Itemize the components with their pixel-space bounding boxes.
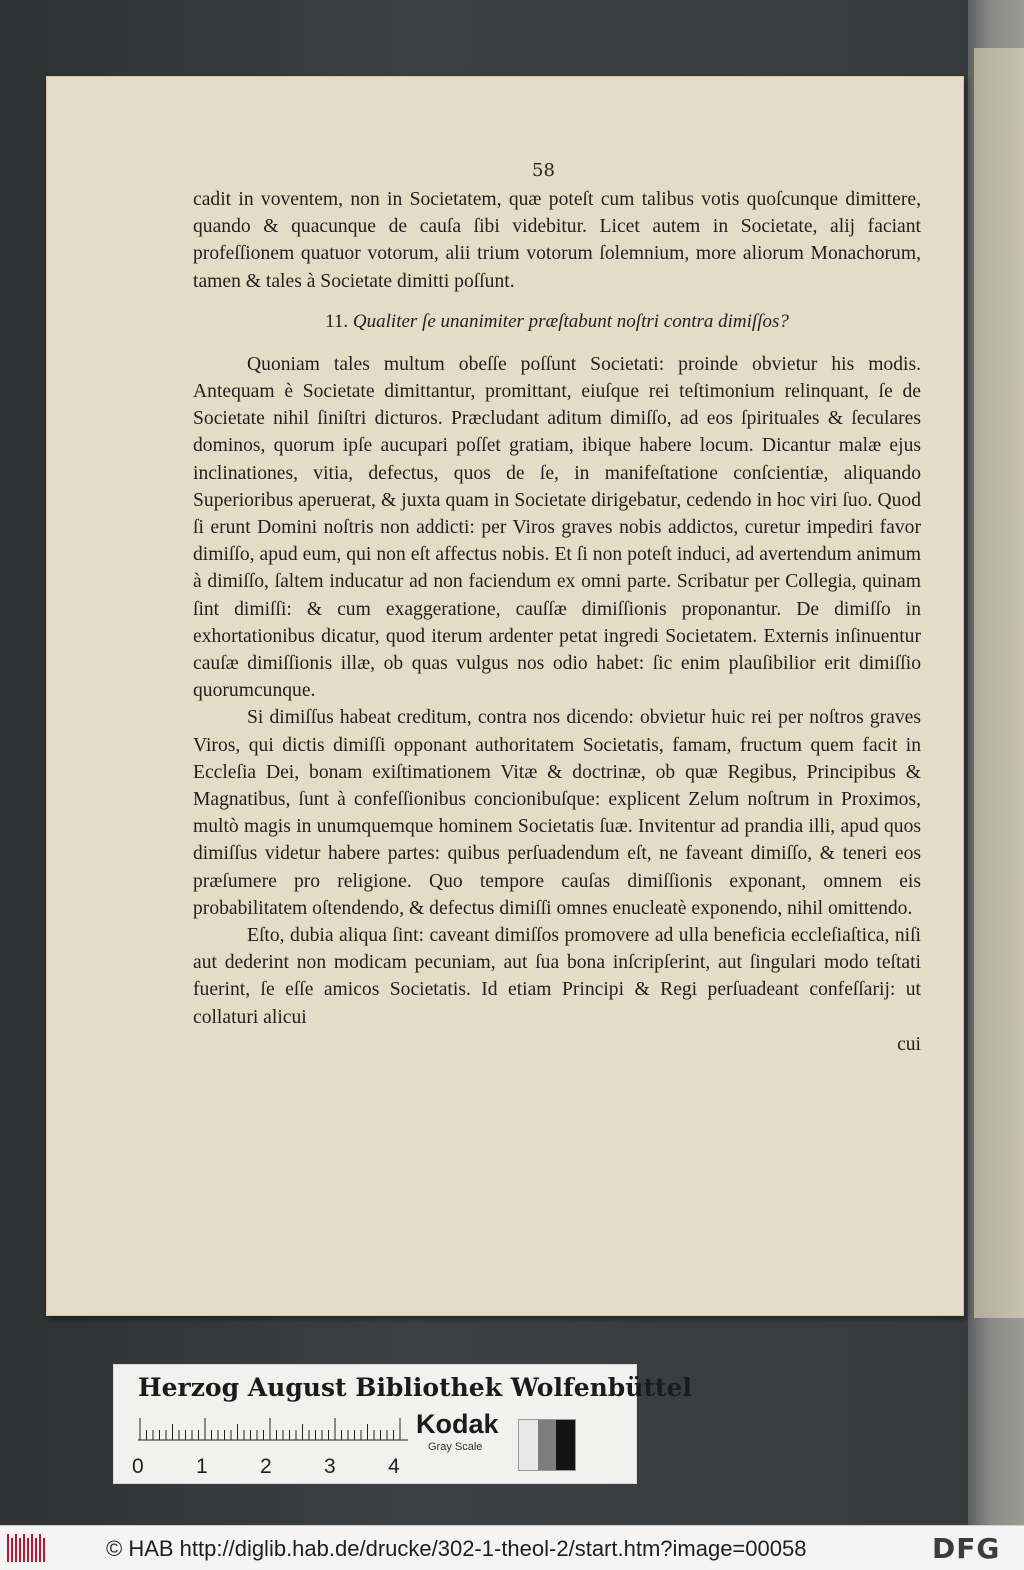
- ruler-scale: [138, 1417, 408, 1441]
- page-number: 58: [532, 160, 555, 181]
- footer-bar: [0, 1525, 1024, 1570]
- paragraph-3: Eſto, dubia aliqua ſint: caveant dimiſſos promovere ad ulla beneficia eccleſiaſtica, niſi aut dederint non modicam pecuniam, aut ſua bona inſcripſerint, aut ſingulari modo teſtati fuerint, ſe eſſe amicos Societatis. Id etiam Principi & Regi perſuadeant confeſſarij: ut collaturi alicui: [193, 925, 921, 1028]
- section-heading: [193, 309, 921, 335]
- logo-bar: [27, 1538, 29, 1562]
- adjacent-page-edge: [968, 0, 1024, 1525]
- ruler-label: 0: [132, 1455, 144, 1478]
- gray-patch-light: [519, 1420, 538, 1470]
- logo-bar: [23, 1534, 25, 1562]
- catchword: cui: [897, 1033, 921, 1055]
- logo-bar: [19, 1538, 21, 1562]
- library-name: Herzog August Bibliothek Wolfenbüttel: [138, 1373, 692, 1402]
- logo-bar: [15, 1534, 17, 1562]
- logo-bar: [39, 1534, 41, 1562]
- color-calibration-card: [113, 1364, 692, 1484]
- paragraph-1: Quoniam tales multum obeſſe poſſunt Societati: proinde obvietur his modis. Antequam è Societate dimittantur, promittant, eiuſque rei teſtimonium relinquant, ſe de Societate nihil ſiniſtri dicturos. Præcludant aditum dimiſſo, ad eos ſpirituales & ſeculares dominos, quorum ipſe aucupari poſſet gratiam, ibique habere locum. Dicantur malæ ejus inclinationes, vitia, defectus, quos de ſe, in manifeſtatione conſcientiæ, aliquando Superioribus aperuerat, & juxta quam in Societate dirigebatur, cedendo in hoc viri ſuo. Quod ſi erunt Domini noſtris non addicti: per Viros graves nobis addictos, curetur impediri favor dimiſſo, apud eum, qui non eſt affectus nobis. Et ſi non poteſt induci, ad avertendum animum à dimiſſo, ſaltem inducatur ad non faciendum ex omni parte. Scribatur per Collegia, quinam ſint dimiſſi: & cum exaggeratione, cauſſæ dimiſſionis proponantur. De dimiſſo in exhortationibus dicatur, quod iterum ardenter petat ingredi Societatem. Externis inſinuentur cauſæ dimiſſionis illæ, ob quas vulgus nos odio habet: ſic enim plauſibilior erit dimiſſio quorumcunque.: [193, 353, 921, 702]
- section-title: Qualiter ſe unanimiter præſtabunt noſtri contra dimiſſos?: [352, 310, 789, 332]
- ruler-label: 3: [324, 1455, 336, 1478]
- logo-bar: [7, 1534, 9, 1562]
- gray-patch-dark: [556, 1420, 575, 1470]
- ruler-label: 4: [388, 1455, 400, 1478]
- ruler-label: 2: [260, 1455, 272, 1478]
- kodak-logo: Kodak: [416, 1409, 499, 1439]
- footer-copyright-url: © HAB http://diglib.hab.de/drucke/302-1-theol-2/start.htm?image=00058: [106, 1536, 807, 1561]
- paragraph-2: Si dimiſſus habeat creditum, contra nos dicendo: obvietur huic rei per noſtros graves Viros, qui dictis dimiſſi opponant authoritatem Societatis, famam, fructum quem facit in Eccleſia Dei, bonam exiſtimationem Vitæ & doctrinæ, ob quæ Regibus, Principibus & Magnatibus, ſunt à confeſſionibus concionibuſque: explicent Zelum noſtrum in Proximos, multò magis in unumquemque hominem Societatis ſuæ. Invitentur ad prandia illi, apud quos dimiſſus videtur habere partes: quibus perſuadendum eſt, ne faveant dimiſſo, & teneri eos præſumere pro religione. Quo tempore cauſas dimiſſionis exponant, omnem eis probabilitatem oſtendendo, & defectus dimiſſi omnes enucleatè exponendo, nihil omittendo.: [193, 707, 921, 919]
- next-page-sliver: [974, 48, 1024, 1318]
- gray-patch-mid: [538, 1420, 557, 1470]
- logo-bar: [35, 1538, 37, 1562]
- hab-barcode-logo-icon: [6, 1532, 48, 1564]
- gray-scale-label: Gray Scale: [428, 1441, 483, 1453]
- logo-bar: [11, 1538, 13, 1562]
- ruler-labels: [132, 1455, 422, 1479]
- paragraph-top: cadit in voventem, non in Societatem, quæ poteſt cum talibus votis quoſcunque dimittere, quando & quacunque de cauſa ſibi videbitur. Licet autem in Societate, alij faciant profeſſionem quatuor votorum, alii trium votorum ſolemnium, more aliorum Monachorum, tamen & tales à Societate dimitti poſſunt.: [193, 189, 921, 292]
- logo-bar: [31, 1534, 33, 1562]
- ruler-label: 1: [196, 1455, 208, 1478]
- logo-bar: [43, 1538, 45, 1562]
- section-number: 11.: [325, 310, 349, 332]
- dfg-logo: DFG: [932, 1532, 1001, 1565]
- page-text: [193, 186, 921, 1058]
- gray-scale-patches: [518, 1419, 576, 1471]
